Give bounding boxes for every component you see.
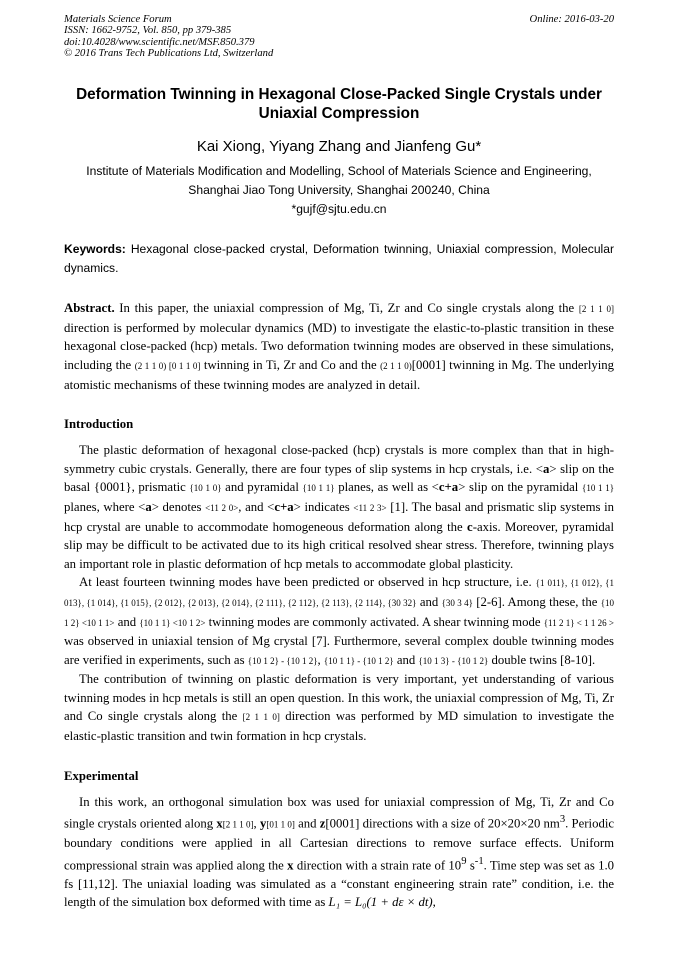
body-text: The contribution of twinning on plastic deformation is very important, yet understanding of various twinning modes in hcp metals is still an open question. In this work, the uniaxial compression of Mg, Ti, Zr and Co single crystals along the [64,672,614,724]
superscript: 9 [461,855,467,867]
body-text: direction with a strain rate of 10 [296,857,462,872]
miller-index: {10 1 2} <10 1 1> [64,597,615,628]
affiliation [64,162,614,219]
journal-name: Materials Science Forum [64,14,172,25]
miller-index-list: {1 011}, {1 012}, {1 013}, {1 014}, {1 015}, {2 012}, {2 013}, {2 014}, {2 111}, {2 112}, {2 113}, {2 114}, {30 32} [64,578,614,608]
journal-header [64,14,614,59]
issn-line: ISSN: 1662-9752, Vol. 850, pp 379-385 [64,25,232,37]
miller-index: [2 1 1 0] [578,304,614,315]
body-text: planes, as well as < [338,480,439,495]
miller-index: {10 1 1} <10 1 2> [139,617,206,628]
miller-index: (2 1 1 0) [380,360,412,371]
body-text: twinning modes are commonly activated. A shear twinning mode [208,614,541,629]
intro-paragraph-3 [64,670,614,745]
intro-paragraph-1 [64,441,614,573]
paper-page [64,14,614,912]
miller-index: <11 2 3> [353,502,387,513]
miller-index: [2 1 1 0] [242,712,280,723]
body-text: . Periodic boundary conditions were applied in all Cartesian directions to remove surface effects. Uniform compressional strain was applied along the [64,816,615,872]
miller-index: [2 1 1 0] [222,819,254,830]
body-text: s [469,857,475,872]
affiliation-line-2: Shanghai Jiao Tong University, Shanghai 200240, China [188,183,490,198]
body-bold: c [467,519,473,534]
body-text: directions with a size of 20×20×20 nm [362,816,560,831]
body-bold: a [145,499,152,514]
body-text: > indicates [293,499,350,514]
body-text: In this work, an orthogonal simulation box was used for uniaxial compression of Mg, Ti, Zr and Co single crystals oriented along [64,794,614,831]
body-text: planes, where < [64,499,146,514]
miller-index: {10 1 1} [302,483,335,494]
body-text: and [419,594,439,609]
body-text: [1]. The basal and prismatic slip systems in hcp crystal are unable to accommodate homogeneous deformation along the [64,499,614,534]
experimental-paragraph-1: In this work, an orthogonal simulation box was used for uniaxial compression of Mg, Ti, Zr and Co single crystals oriented along x[2 1 1 0], y[01 1 0] and z[0001] directions with a size of 20×20×20 $nm^3$. Periodic boundary conditions were applied in all Cartesian directions to remove surface effects. Uniform compressional strain was applied along the x direction with a strain rate of $10^9$ $s^{-1}$. Time step was set as 1.0 fs [11,12]. The uniaxial loading was simulated as a “constant engineering strain rate” condition, i.e. the length of the simulation box deformed with time as L₁ = L₀(1 + dε × dt), [64,794,615,910]
body-text: double twins [8-10]. [491,652,596,667]
body-text: The plastic deformation of hexagonal close-packed (hcp) crystals is more complex than that in high-symmetry cubic crystals. Generally, there are four types of slip systems in hcp crystals, i.e. < [64,443,614,476]
affiliation-line-1: Institute of Materials Modification and Modelling, School of Materials Science and Engineering, [86,164,592,179]
body-text: > denotes [151,499,202,514]
miller-index: {30 3 4} [441,597,473,608]
body-text: was observed in uniaxial tension of Mg crystal [7]. Furthermore, several complex double twinning modes are verified in experiments, such as [64,634,614,667]
keywords [64,240,614,278]
doi-line: doi:10.4028/www.scientific.net/MSF.850.379 [64,36,255,48]
body-text: > slip on the basal {0001}, prismatic [64,461,614,495]
miller-index: {10 1 3} - {10 1 2} [418,655,489,666]
paper-title: Deformation Twinning in Hexagonal Close-Packed Single Crystals under Uniaxial Compression [76,86,602,122]
body-bold: y [259,816,267,831]
body-text: At least fourteen twinning modes have been predicted or observed in hcp structure, i.e. [79,575,532,590]
body-bold: x [287,857,294,872]
formula: L₁ = L₀(1 + dε × dt), [328,895,436,910]
abstract-label: Abstract. [64,301,115,316]
body-text: [0001] [325,816,360,831]
body-text: direction was performed by MD simulation to investigate the elastic-plastic transition and twin formation in hcp crystals. [64,709,614,744]
superscript: 3 [559,814,566,826]
body-text: > slip on the pyramidal [458,480,579,495]
body-text: and pyramidal [225,480,299,495]
online-date: Online: 2016-03-20 [529,14,614,25]
body-text: , and < [238,499,275,514]
body-text: -axis. Moreover, pyramidal slip may be difficult to be activated due to its high critical resolved shear stress. Therefore, twinning plays an important role in plastic deformation of hcp metals to accommodate global plasticity. [64,519,614,571]
miller-index: {10 1 0} [189,483,222,494]
body-bold: z [319,816,326,831]
miller-index: {10 1 1} [582,483,615,494]
body-bold: a [542,461,550,476]
abstract [64,299,614,394]
intro-paragraph-2: At least fourteen twinning modes have been predicted or observed in hcp structure, i.e. {1 011}, {1 012}, {1 013}, {1 014}, {1 015}, {2 012}, {2 013}, {2 014}, {2 111}, {2 112}, {2 113}, {2 114}, {30 32} and {30 3 4} [2-6]. Among these, the {10 1 2} <10 1 1> and {10 1 1} <10 1 2> twinning modes are commonly activated. A shear twinning mode {11 2 1} < 1 1 26 > was observed in uniaxial tension of Mg crystal [7]. Furthermore, several complex double twinning modes are verified in experiments, such as {10 1 2} - {10 1 2}, {10 1 1} - {10 1 2} and {10 1 3} - {10 1 2} double twins [8-10]. [64,575,615,667]
copyright-line: © 2016 Trans Tech Publications Ltd, Switzerland [64,47,274,59]
miller-index: <11 2 0> [205,502,239,513]
body-text: and [396,652,416,667]
superscript: -1 [474,855,484,867]
body-bold: x [216,816,223,831]
miller-index: {10 1 1} - {10 1 2} [323,655,394,666]
body-text: and [117,614,137,629]
abstract-text: direction is performed by molecular dynamics (MD) to investigate the elastic-to-plastic transition in these hexagonal close-packed (hcp) metals. Two deformation twinning modes are observed in these simulations, including the [64,320,614,372]
body-text: . Time step was set as 1.0 fs [11,12]. The uniaxial loading was simulated as a “constant engineering strain rate” condition, i.e. the length of the simulation box deformed with time as [64,857,615,910]
abstract-text: twinning in Ti, Zr and Co and the [203,357,377,372]
section-heading-experimental: Experimental [64,768,139,783]
keywords-label: Keywords: [64,242,126,257]
section-heading-introduction: Introduction [64,417,134,432]
miller-index: {11 2 1} < 1 1 26 > [543,617,614,628]
miller-index: {10 1 2} - {10 1 2} [247,655,318,666]
body-text: and [298,816,317,831]
body-bold: c+a [274,499,294,514]
paper-authors: Kai Xiong, Yiyang Zhang and Jianfeng Gu* [196,138,482,156]
body-bold: c+a [438,480,459,495]
miller-index: (2 1 1 0) [0 1 1 0] [134,360,201,371]
author-email: *gujf@sjtu.edu.cn [291,202,387,217]
abstract-text: In this paper, the uniaxial compression of Mg, Ti, Zr and Co single crystals along the [119,301,575,316]
body-text: [2-6]. Among these, the [476,594,598,609]
abstract-text: [0001] twinning in Mg. The underlying atomistic mechanisms of these twinning modes are analyzed in detail. [64,357,615,392]
keywords-text: Hexagonal close-packed crystal, Deformation twinning, Uniaxial compression, Molecular dynamics. [64,242,614,276]
miller-index: [01 1 0] [266,819,295,830]
